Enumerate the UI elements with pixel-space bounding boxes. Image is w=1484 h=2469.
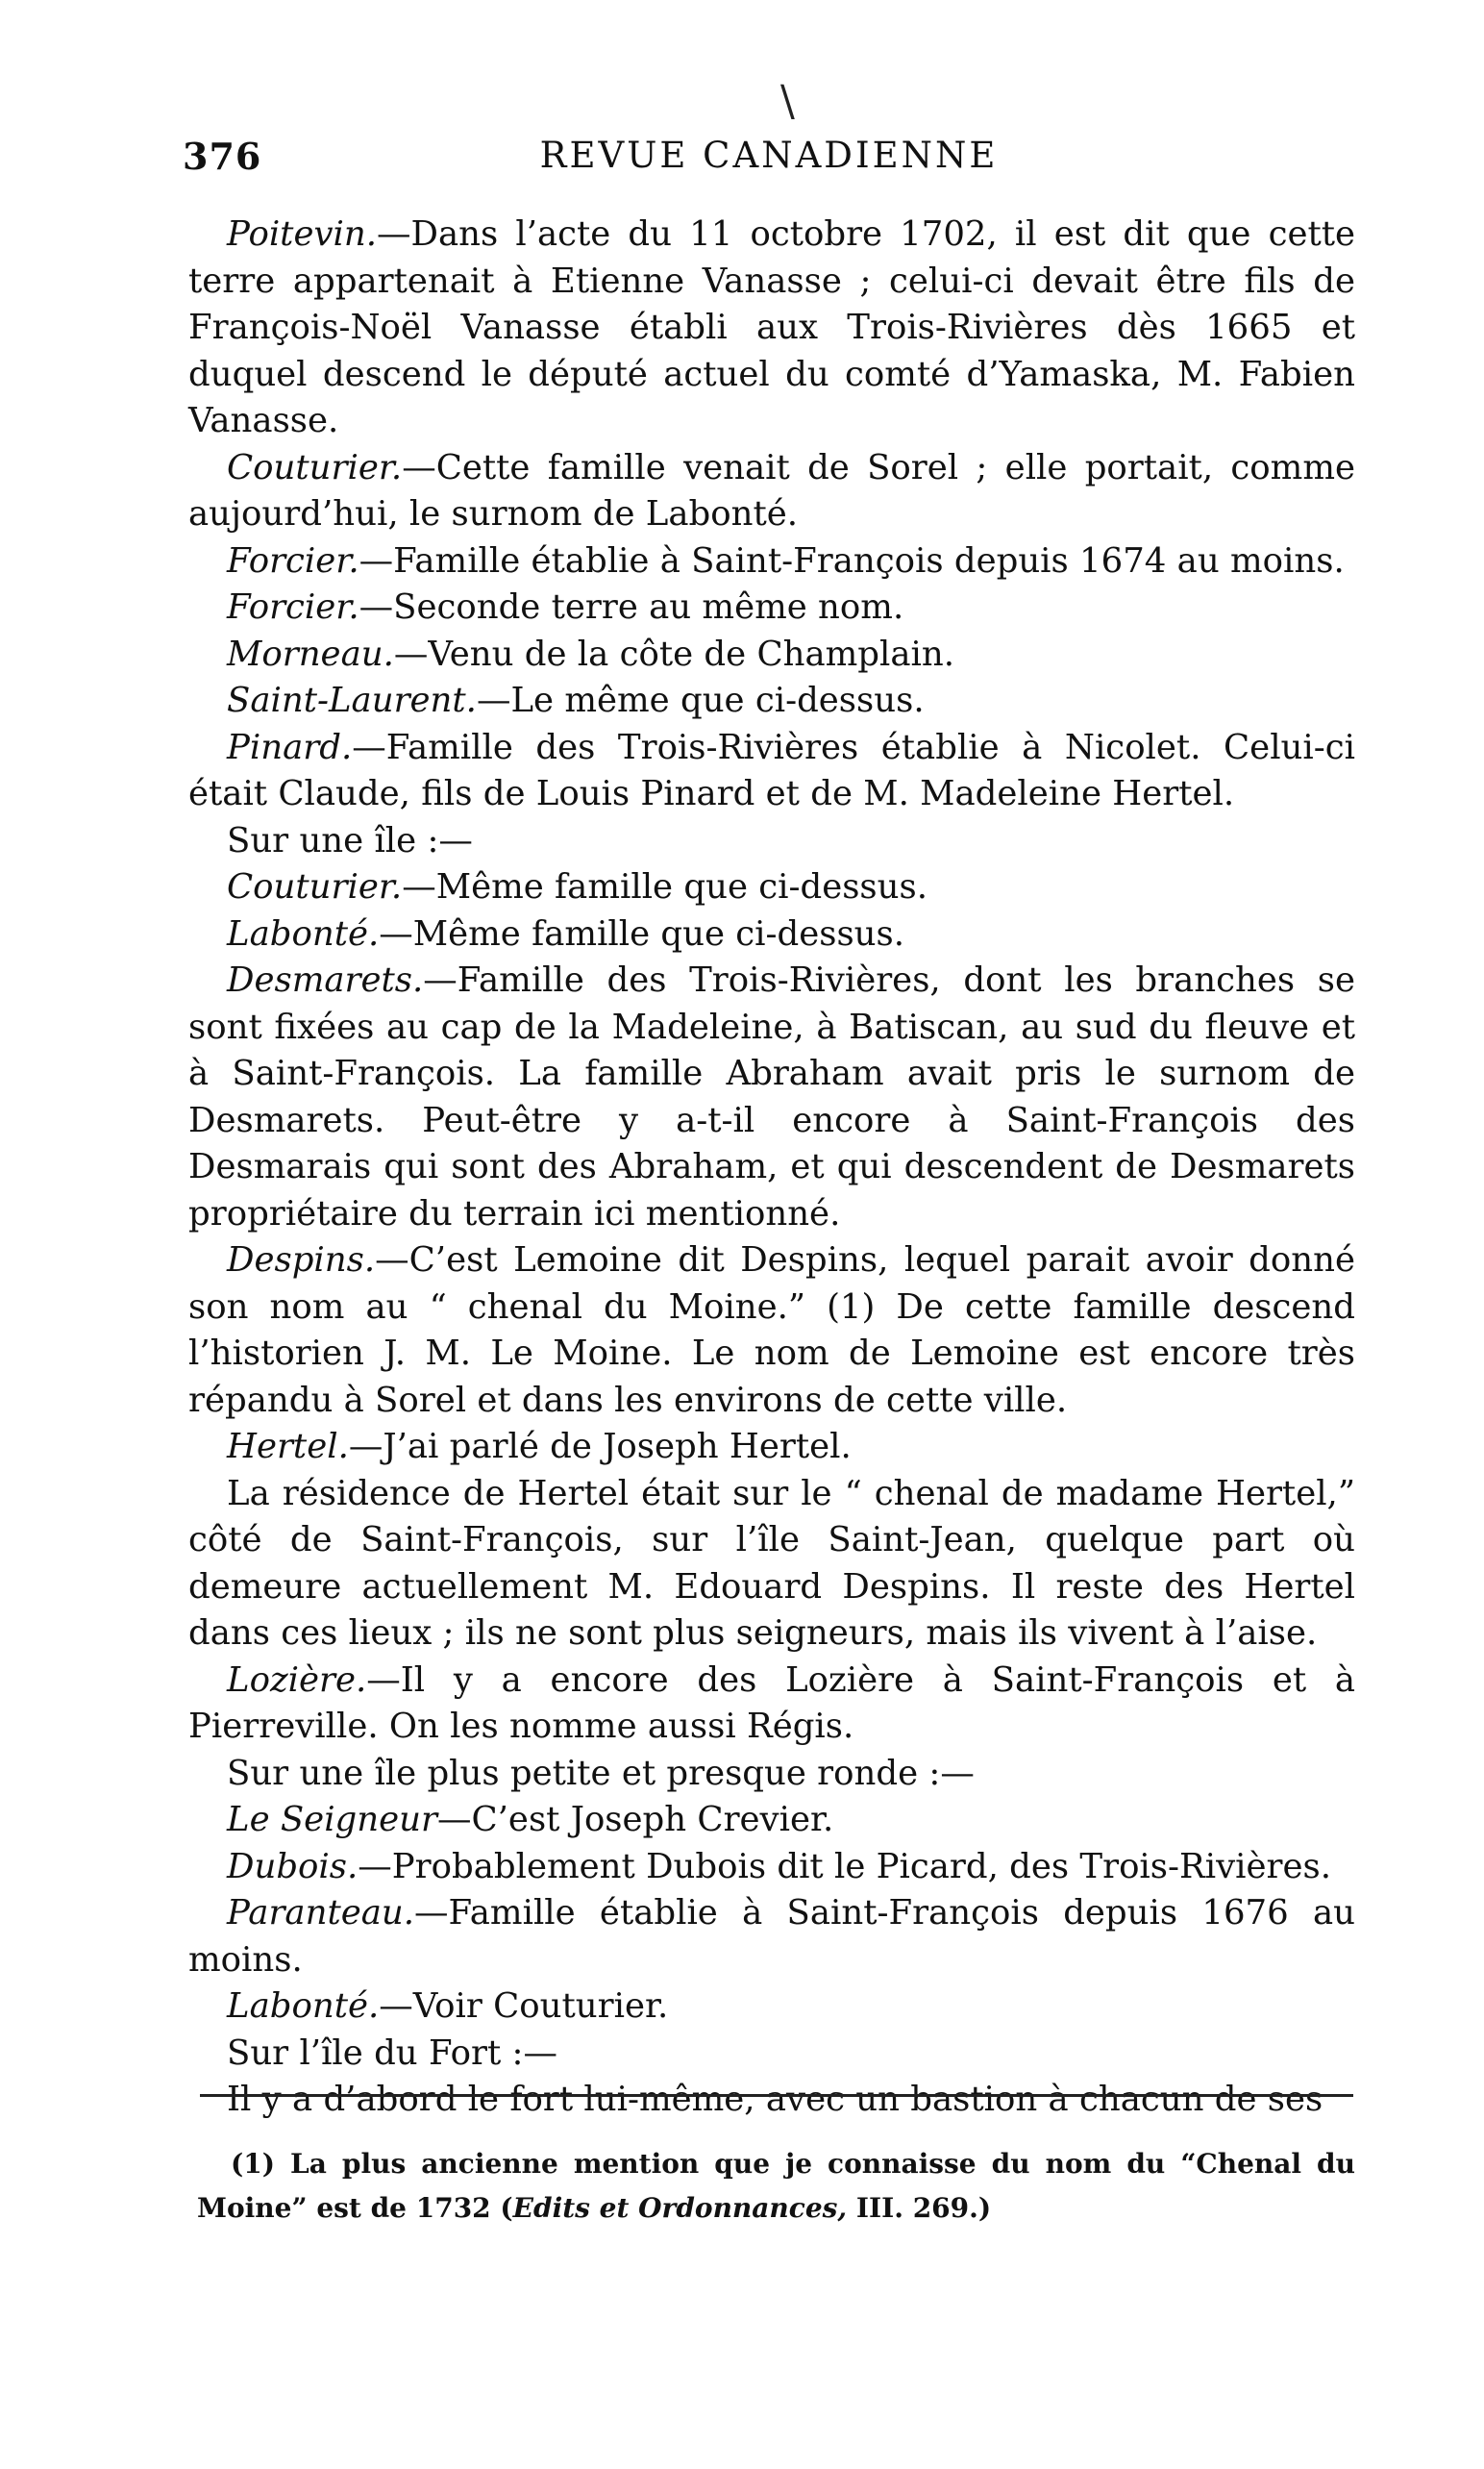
page-number: 376: [183, 135, 262, 178]
paragraph-text: —J’ai parlé de Joseph Hertel.: [348, 1427, 852, 1466]
paragraph: [188, 1890, 1355, 1983]
entry-term: Despins.: [227, 1240, 376, 1280]
entry-term: Poitevin.: [227, 214, 378, 254]
paragraph-text: —C’est Lemoine dit Despins, lequel parait avoir donné son nom au “ chenal du Moine.” (1) De cette famille descend l’historien J. M. Le Moine. Le nom de Lemoine est encore très répandu à Sorel et dans les environs de cette ville.: [188, 1240, 1355, 1420]
paragraph: [188, 958, 1355, 1237]
paragraph: [188, 1424, 1355, 1471]
paragraph-text: —Cette famille venait de Sorel ; elle portait, comme aujourd’hui, le surnom de Labonté.: [188, 447, 1355, 534]
paragraph-text: Il y a d’abord le fort lui-même, avec un bastion à chacun de ses: [227, 2080, 1323, 2119]
paragraph-text: —Famille établie à Saint-François depuis 1676 au moins.: [188, 1893, 1355, 1980]
paragraph-text: —C’est Joseph Crevier.: [436, 1800, 834, 1839]
paragraph-text: La résidence de Hertel était sur le “ chenal de madame Hertel,” côté de Saint-François, sur l’île Saint-Jean, quelque part où demeure actuellement M. Edouard Despins. Il reste des Hertel dans ces lieux ; ils ne sont plus seigneurs, mais ils vivent à l’aise.: [188, 1473, 1355, 1653]
footnote: [197, 2142, 1355, 2231]
entry-term: Couturier.: [227, 447, 403, 487]
paragraph: [188, 538, 1355, 586]
paragraph: [188, 632, 1355, 679]
entry-term: Labonté.: [227, 913, 380, 954]
paragraph-text: —Il y a encore des Lozière à Saint-François et à Pierreville. On les nomme aussi Régis.: [188, 1659, 1355, 1746]
footnote-tail: III. 269.): [847, 2192, 992, 2224]
paragraph: [188, 1844, 1355, 1891]
entry-term: Dubois.: [227, 1846, 359, 1886]
paragraph-text: —Venu de la côte de Champlain.: [393, 634, 955, 674]
footnote-rule: [200, 2094, 1353, 2097]
footnote-lead: (1) La plus ancienne mention que je connaisse du nom du “Chenal du Moine” est de 1732 (: [197, 2148, 1355, 2224]
entry-term: Desmarets.: [227, 960, 424, 1000]
paragraph-text: —Voir Couturier.: [379, 1986, 669, 2026]
entry-term: Paranteau.: [227, 1893, 415, 1933]
entry-term: Morneau.: [227, 634, 394, 674]
paragraph: [188, 678, 1355, 725]
entry-term: Pinard.: [227, 727, 353, 767]
paragraph: [188, 1751, 1355, 1798]
paragraph: [188, 2077, 1355, 2124]
entry-term: Lozière.: [227, 1659, 367, 1700]
paragraph-text: —Même famille que ci-dessus.: [379, 913, 905, 954]
paragraph: [188, 212, 1355, 445]
running-title: REVUE CANADIENNE: [539, 135, 999, 176]
paragraph-text: —Seconde terre au même nom.: [359, 587, 904, 627]
paragraph-text: —Même famille que ci-dessus.: [402, 867, 928, 907]
paragraph: [188, 725, 1355, 818]
paragraph: [188, 445, 1355, 538]
paragraph-text: —Le même que ci-dessus.: [476, 681, 925, 720]
entry-term: Forcier.: [227, 587, 359, 627]
entry-term: Labonté.: [227, 1986, 380, 2026]
paragraph-text: —Famille des Trois-Rivières, dont les branches se sont fixées au cap de la Madeleine, à Batiscan, au sud du fleuve et à Saint-François. La famille Abraham avait pris le surnom de Desmarets. Peut-être y a-t-il encore à Saint-François des Desmarais qui sont des Abraham, et qui descendent de Desmarets propriétaire du terrain ici mentionné.: [188, 960, 1355, 1234]
paragraph-text: Sur une île :—: [227, 820, 473, 860]
page-header: [183, 135, 1355, 183]
paragraph: [188, 1658, 1355, 1751]
paragraph: [188, 1237, 1355, 1424]
paragraph-text: —Dans l’acte du 11 octobre 1702, il est dit que cette terre appartenait à Etienne Vanasse ; celui-ci devait être fils de François-Noël Vanasse établi aux Trois-Rivières dès 1665 et duquel descend le député actuel du comté d’Yamaska, M. Fabien Vanasse.: [188, 214, 1355, 440]
paragraph-text: Sur l’île du Fort :—: [227, 2033, 557, 2073]
paragraph: [188, 585, 1355, 632]
paragraph: [188, 818, 1355, 865]
body-text: [188, 212, 1355, 2124]
paragraph: [188, 864, 1355, 911]
entry-term: Couturier.: [227, 867, 403, 907]
paragraph-text: —Famille établie à Saint-François depuis 1674 au moins.: [359, 540, 1345, 581]
entry-term: Hertel.: [227, 1427, 349, 1466]
paragraph-text: —Famille des Trois-Rivières établie à Nicolet. Celui-ci était Claude, fils de Louis Pinard et de M. Madeleine Hertel.: [188, 727, 1355, 813]
paragraph: [188, 1983, 1355, 2031]
entry-term: Le Seigneur: [227, 1800, 437, 1839]
paragraph: [188, 1471, 1355, 1658]
entry-term: Saint-Laurent.: [227, 681, 477, 720]
stray-mark: \: [780, 77, 795, 126]
paragraph-text: —Probablement Dubois dit le Picard, des Trois-Rivières.: [358, 1846, 1331, 1886]
paragraph: [188, 2031, 1355, 2078]
paragraph: [188, 911, 1355, 959]
paragraph: [188, 1797, 1355, 1844]
entry-term: Forcier.: [227, 540, 359, 581]
footnote-source: Edits et Ordonnances,: [512, 2192, 848, 2224]
paragraph-text: Sur une île plus petite et presque ronde :—: [227, 1753, 975, 1793]
